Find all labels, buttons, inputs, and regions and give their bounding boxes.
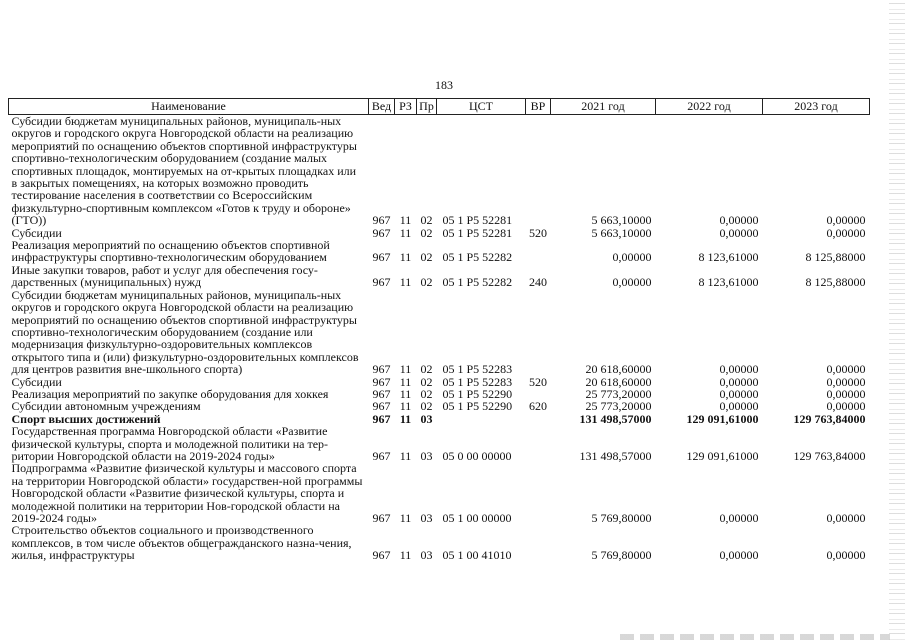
row-pr: 02: [420, 374, 433, 389]
row-vr: [526, 413, 551, 425]
row-name: Реализация мероприятий по закупке оборудования для хоккея: [11, 386, 329, 401]
row-2022: 0,00000: [719, 386, 759, 401]
row-cst: 05 1 00 00000: [442, 511, 512, 525]
row-vr: [526, 115, 551, 227]
row-pr: 02: [420, 275, 433, 290]
row-pr: 02: [420, 362, 433, 377]
scan-edge-artifact: [889, 0, 905, 640]
row-2023: 0,00000: [826, 213, 866, 228]
table-row: [9, 289, 870, 376]
row-2021: 25 773,20000: [585, 386, 652, 401]
row-name: Субсидии автономным учреждениям: [11, 399, 201, 414]
row-2022: 0,00000: [719, 399, 759, 414]
row-name: Субсидии бюджетам муниципальных районов, муниципаль-ных округов и городского округа Новгородской области на реализацию мероприятий по оснащению объектов спортивной инфраструктуры спортивно-технологическим оборудованием (создание или модернизация физкультурно-оздоровительных комплексов открытого типа и (или) физкультурно-оздоровительных комплексов для центров развития вне-школьного спорта): [11, 287, 359, 377]
row-ved: 967: [372, 362, 391, 377]
row-vr: 240: [529, 275, 547, 290]
row-2022: 8 123,61000: [698, 275, 759, 290]
row-2023: 129 763,84000: [793, 411, 866, 426]
row-ved: 967: [372, 374, 391, 389]
row-2022: 0,00000: [719, 225, 759, 240]
row-vr: 520: [529, 225, 547, 240]
row-vr: [526, 239, 551, 264]
row-2023: 0,00000: [826, 386, 866, 401]
page-number: 183: [435, 78, 453, 92]
header-vr: ВР: [526, 99, 551, 115]
header-2023: 2023 год: [763, 99, 870, 115]
row-cst: 05 1 P5 52282: [442, 250, 513, 265]
row-ved: 967: [372, 213, 391, 228]
table-row: [9, 115, 870, 227]
row-2021: 5 769,80000: [591, 511, 652, 525]
row-2021: 0,00000: [612, 275, 652, 290]
row-2021: 5 769,80000: [591, 548, 652, 563]
row-2021: 20 618,60000: [585, 362, 652, 377]
table-row: [9, 524, 870, 561]
row-2021: 5 663,10000: [591, 213, 652, 228]
row-vr: 620: [529, 399, 547, 414]
header-2022: 2022 год: [656, 99, 763, 115]
row-2021: 20 618,60000: [585, 374, 652, 389]
row-2021: 25 773,20000: [585, 399, 652, 414]
row-vr: [526, 524, 551, 561]
row-rz: 11: [399, 374, 412, 389]
row-vr: 520: [529, 374, 547, 389]
row-name: Иные закупки товаров, работ и услуг для обеспечения госу-дарственных (муниципальных) нужд: [11, 262, 318, 290]
table-row: [9, 462, 870, 524]
table-header-row: [9, 99, 870, 115]
row-rz: 11: [399, 511, 412, 525]
row-name: Субсидии: [11, 374, 62, 389]
row-2023: 0,00000: [826, 225, 866, 240]
row-cst: 05 1 P5 52282: [442, 275, 513, 290]
row-vr: [526, 425, 551, 462]
row-name: Субсидии бюджетам муниципальных районов, муниципаль-ных округов и городского округа Новгородской области на реализацию мероприятий по оснащению объектов спортивной инфраструктуры спортивно-технологическим оборудованием (создание малых спортивных площадок, монтируемых на от-крытых площадках или в закрытых помещениях, на которых возможно проводить тестирование населения в соответствии со Всероссийским физкультурно-спортивным комплексом «Готов к труду и обороне» (ГТО)): [11, 114, 357, 228]
row-pr: 03: [420, 548, 433, 563]
row-vr: [526, 289, 551, 376]
row-name: Подпрограмма «Развитие физической культуры и массового спорта на территории Новгородской области» государствен-ной программы Новгородской области «Развитие физической культуры, спорта и молодежной политики на территории Нов-городской области на 2019-2024 годы»: [11, 461, 363, 525]
row-pr: 02: [420, 250, 433, 265]
scan-bottom-artifact: [620, 634, 890, 640]
row-2021: 5 663,10000: [591, 225, 652, 240]
row-2023: 129 763,84000: [793, 448, 866, 463]
row-name: Государственная программа Новгородской области «Развитие физической культуры, спорта и молодежной политики на тер-ритории Новгородской области на 2019-2024 годы»: [11, 424, 329, 463]
row-cst: 05 1 P5 52290: [442, 386, 513, 401]
row-rz: 11: [399, 362, 412, 377]
budget-table: [8, 98, 870, 562]
header-cst: ЦСТ: [437, 99, 526, 115]
row-ved: 967: [372, 250, 391, 265]
header-pr: Пр: [417, 99, 437, 115]
table-row: [9, 425, 870, 462]
row-2023: 0,00000: [826, 374, 866, 389]
row-2023: 0,00000: [826, 362, 866, 377]
row-pr: 02: [420, 399, 433, 414]
row-rz: 11: [399, 250, 412, 265]
row-ved: 967: [372, 399, 391, 414]
row-2021: 0,00000: [612, 250, 652, 265]
row-2022: 0,00000: [719, 511, 759, 525]
row-cst: [437, 413, 526, 425]
row-pr: 03: [420, 448, 433, 463]
row-2022: 8 123,61000: [698, 250, 759, 265]
row-cst: 05 1 P5 52283: [442, 374, 513, 389]
row-2023: 0,00000: [826, 548, 866, 563]
row-vr: [526, 462, 551, 524]
row-ved: 967: [372, 548, 391, 563]
row-2023: 8 125,88000: [805, 275, 866, 290]
header-name: Наименование: [9, 99, 369, 115]
row-rz: 11: [399, 275, 412, 290]
row-name: Строительство объектов социального и производственного комплексов, в том числе объектов общегражданского назна-чения, жилья, инфраструктуры: [11, 523, 352, 563]
row-rz: 11: [399, 448, 412, 463]
table-body: [9, 115, 870, 562]
row-rz: 11: [399, 399, 412, 414]
row-ved: 967: [372, 411, 391, 426]
row-name: Спорт высших достижений: [11, 411, 161, 426]
row-2021: 131 498,57000: [579, 411, 652, 426]
row-rz: 11: [399, 548, 412, 563]
row-2022: 0,00000: [719, 213, 759, 228]
row-cst: 05 1 P5 52281: [442, 213, 513, 228]
row-ved: 967: [372, 511, 391, 525]
row-name: Субсидии: [11, 225, 62, 240]
row-pr: 02: [420, 225, 433, 240]
row-ved: 967: [372, 275, 391, 290]
row-2022: 0,00000: [719, 548, 759, 563]
row-pr: 02: [420, 386, 433, 401]
header-ved: Вед: [369, 99, 395, 115]
row-cst: 05 1 00 41010: [442, 548, 512, 563]
header-rz: РЗ: [395, 99, 417, 115]
row-pr: 03: [420, 411, 433, 426]
row-2022: 129 091,61000: [686, 448, 759, 463]
row-cst: 05 0 00 00000: [442, 448, 512, 463]
row-ved: 967: [372, 225, 391, 240]
row-cst: 05 1 P5 52290: [442, 399, 513, 414]
row-rz: 11: [399, 386, 412, 401]
row-2022: 0,00000: [719, 374, 759, 389]
row-2023: 0,00000: [826, 399, 866, 414]
header-2021: 2021 год: [551, 99, 656, 115]
row-cst: 05 1 P5 52283: [442, 362, 513, 377]
row-2023: 0,00000: [826, 511, 866, 525]
row-rz: 11: [399, 225, 412, 240]
table-row: [9, 264, 870, 289]
row-ved: 967: [372, 448, 391, 463]
row-cst: 05 1 P5 52281: [442, 225, 513, 240]
table-row: [9, 239, 870, 264]
row-rz: 11: [399, 213, 412, 228]
row-ved: 967: [372, 386, 391, 401]
row-2023: 8 125,88000: [805, 250, 866, 265]
row-2021: 131 498,57000: [579, 448, 652, 463]
row-2022: 0,00000: [719, 362, 759, 377]
row-pr: 03: [420, 511, 433, 525]
row-name: Реализация мероприятий по оснащению объектов спортивной инфраструктуры спортивно-технологическим оборудованием: [11, 238, 330, 265]
row-pr: 02: [420, 213, 433, 228]
row-2022: 129 091,61000: [686, 411, 759, 426]
row-rz: 11: [399, 411, 412, 426]
table-row: [9, 400, 870, 412]
